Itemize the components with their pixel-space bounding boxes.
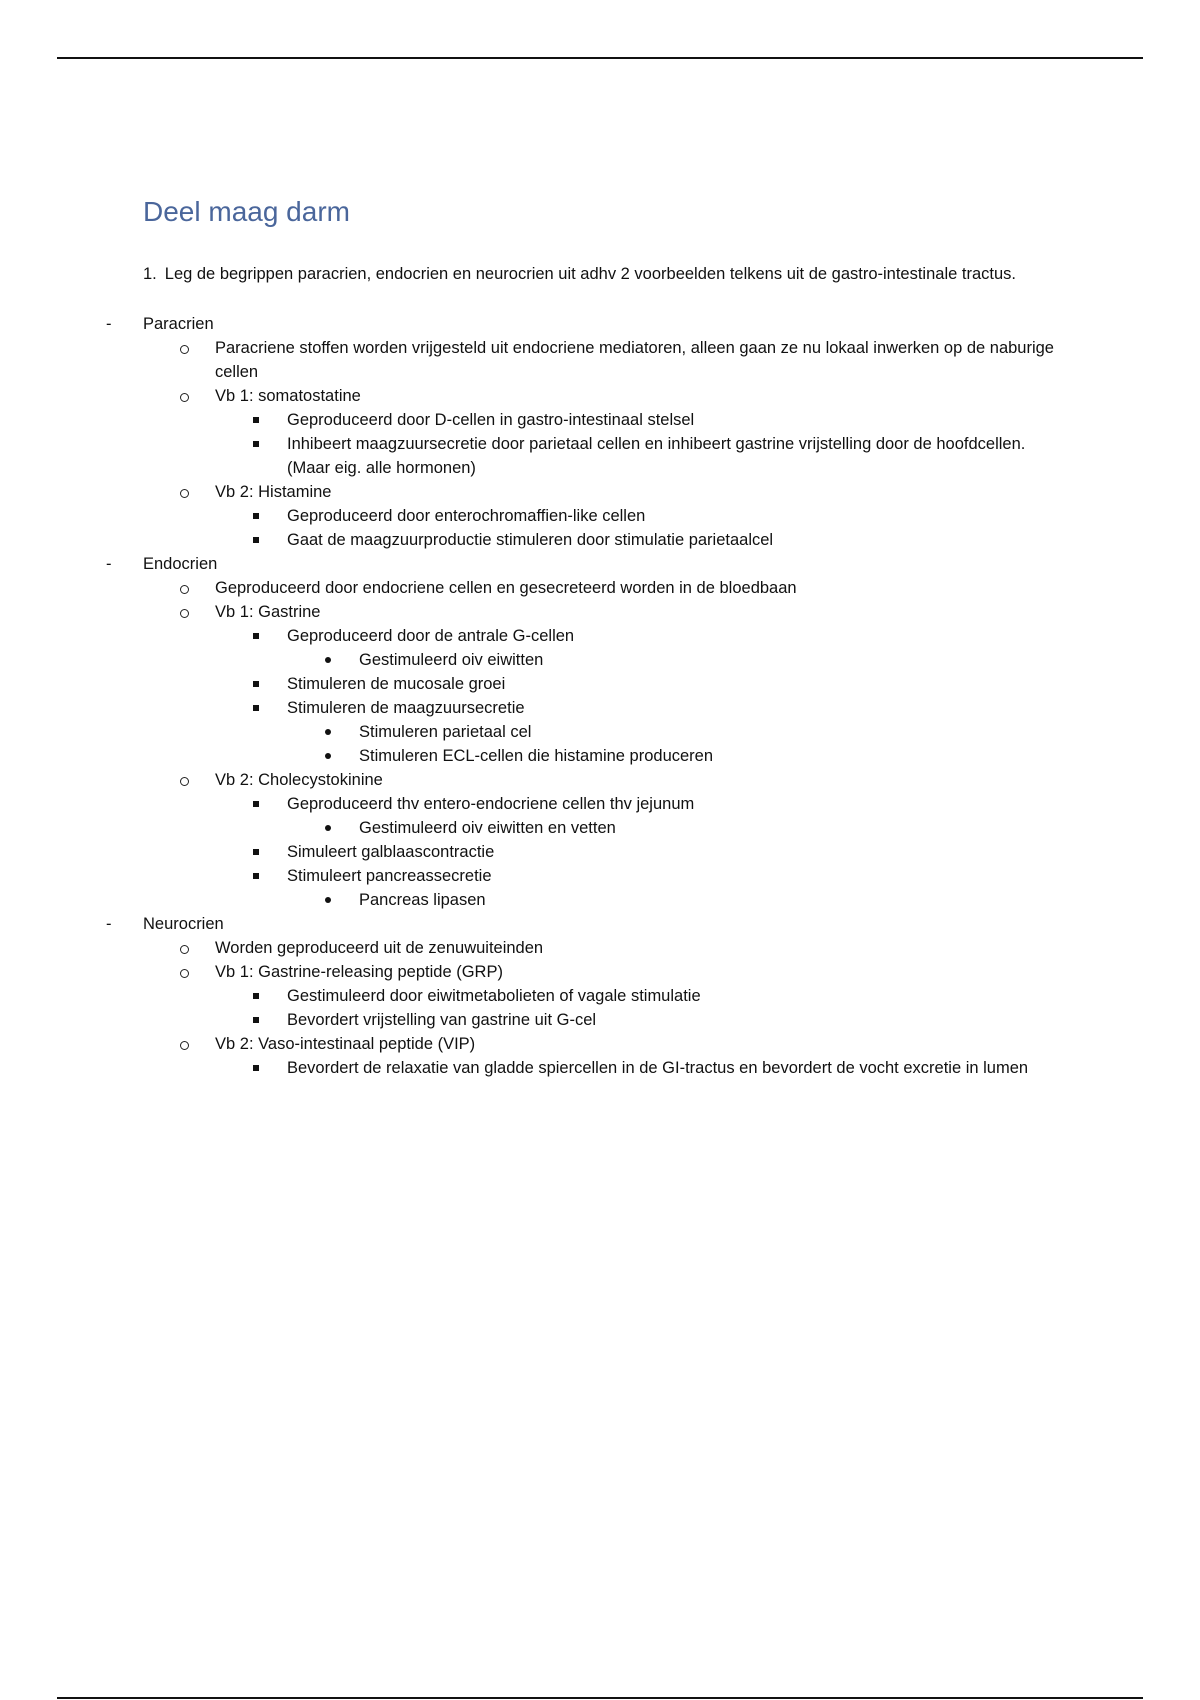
square-bullet-icon xyxy=(253,1017,259,1023)
sublist xyxy=(215,792,1063,912)
question-number: 1. xyxy=(143,265,157,283)
list-item-neurocrien xyxy=(71,912,1063,1080)
list-item-label: Neurocrien xyxy=(143,915,224,933)
list-item-text: Geproduceerd door enterochromaffien-like cellen xyxy=(287,507,646,525)
list-item-text: Bevordert vrijstelling van gastrine uit G-cel xyxy=(287,1011,597,1029)
question-text: Leg de begrippen paracrien, endocrien en neurocrien uit adhv 2 voorbeelden telkens uit de gastro-intestinale tractus. xyxy=(164,265,1016,283)
list-item-text: Gestimuleerd oiv eiwitten en vetten xyxy=(359,819,616,837)
list-item xyxy=(215,840,1063,864)
sublist xyxy=(287,816,1063,840)
sublist xyxy=(215,504,1063,552)
list-item xyxy=(143,576,1063,600)
square-bullet-icon xyxy=(253,849,259,855)
list-item xyxy=(287,648,1063,672)
circle-bullet-icon xyxy=(180,777,189,786)
sublist xyxy=(215,1056,1063,1080)
document-body xyxy=(106,190,1063,1080)
dot-bullet-icon xyxy=(325,657,331,663)
square-bullet-icon xyxy=(253,417,259,423)
dot-bullet-icon xyxy=(325,825,331,831)
circle-bullet-icon xyxy=(180,969,189,978)
circle-bullet-icon xyxy=(180,1041,189,1050)
dash-bullet-icon: - xyxy=(106,555,112,573)
list-item-text: Vb 1: somatostatine xyxy=(215,387,361,405)
list-item-text: Vb 2: Vaso-intestinaal peptide (VIP) xyxy=(215,1035,476,1053)
square-bullet-icon xyxy=(253,873,259,879)
list-item-text: Stimuleren ECL-cellen die histamine produceren xyxy=(359,747,714,765)
list-item xyxy=(215,504,1063,528)
list-item-text: Vb 2: Cholecystokinine xyxy=(215,771,383,789)
section-heading: Deel maag darm xyxy=(143,196,350,227)
list-item-endocrien xyxy=(71,552,1063,912)
list-item xyxy=(287,888,1063,912)
list-item xyxy=(215,864,1063,912)
sublist xyxy=(215,624,1063,768)
dot-bullet-icon xyxy=(325,897,331,903)
list-item-text: Pancreas lipasen xyxy=(359,891,486,909)
square-bullet-icon xyxy=(253,705,259,711)
header-rule xyxy=(57,57,1143,59)
list-item xyxy=(215,408,1063,432)
list-item-text: Geproduceerd door D-cellen in gastro-intestinaal stelsel xyxy=(287,411,695,429)
sublist xyxy=(287,888,1063,912)
sublist xyxy=(143,576,1063,912)
sublist xyxy=(287,720,1063,768)
square-bullet-icon xyxy=(253,513,259,519)
list-item xyxy=(215,672,1063,696)
dash-bullet-icon: - xyxy=(106,315,112,333)
list-item xyxy=(143,480,1063,552)
list-item-text: Stimuleren de maagzuursecretie xyxy=(287,699,525,717)
circle-bullet-icon xyxy=(180,393,189,402)
list-item-label: Endocrien xyxy=(143,555,218,573)
answer-list xyxy=(71,312,1063,1080)
list-item xyxy=(143,936,1063,960)
circle-bullet-icon xyxy=(180,345,189,354)
circle-bullet-icon xyxy=(180,945,189,954)
dot-bullet-icon xyxy=(325,753,331,759)
list-item xyxy=(143,384,1063,480)
square-bullet-icon xyxy=(253,633,259,639)
sublist xyxy=(215,984,1063,1032)
list-item xyxy=(287,720,1063,744)
list-item-text: Worden geproduceerd uit de zenuwuiteinden xyxy=(215,939,544,957)
list-item-text: Stimuleren parietaal cel xyxy=(359,723,532,741)
question xyxy=(143,262,1063,286)
list-item xyxy=(215,696,1063,768)
footer-rule xyxy=(57,1697,1143,1699)
list-item xyxy=(215,528,1063,552)
list-item xyxy=(143,960,1063,1032)
list-item-text: Geproduceerd door de antrale G-cellen xyxy=(287,627,575,645)
list-item xyxy=(215,432,1063,480)
list-item-label: Paracrien xyxy=(143,315,214,333)
sublist xyxy=(287,648,1063,672)
list-item-text: Gestimuleerd oiv eiwitten xyxy=(359,651,544,669)
list-item xyxy=(287,816,1063,840)
list-item xyxy=(143,336,1063,384)
sublist xyxy=(215,408,1063,480)
list-item xyxy=(215,984,1063,1008)
list-item xyxy=(215,1056,1063,1080)
square-bullet-icon xyxy=(253,993,259,999)
dash-bullet-icon: - xyxy=(106,915,112,933)
list-item xyxy=(143,768,1063,912)
list-item-text: Stimuleert pancreassecretie xyxy=(287,867,492,885)
list-item xyxy=(215,624,1063,672)
list-item xyxy=(143,600,1063,768)
square-bullet-icon xyxy=(253,681,259,687)
list-item-text: Vb 1: Gastrine-releasing peptide (GRP) xyxy=(215,963,503,981)
list-item-text: Inhibeert maagzuursecretie door parietaal cellen en inhibeert gastrine vrijstelling door de hoofdcellen. (Maar eig. alle hormonen) xyxy=(287,435,1026,477)
list-item xyxy=(215,792,1063,840)
list-item-text: Geproduceerd thv entero-endocriene cellen thv jejunum xyxy=(287,795,695,813)
list-item-text: Simuleert galblaascontractie xyxy=(287,843,495,861)
list-item xyxy=(143,1032,1063,1080)
list-item-paracrien xyxy=(71,312,1063,552)
list-item xyxy=(215,1008,1063,1032)
list-item xyxy=(287,744,1063,768)
list-item-text: Stimuleren de mucosale groei xyxy=(287,675,506,693)
circle-bullet-icon xyxy=(180,585,189,594)
list-item-text: Bevordert de relaxatie van gladde spiercellen in de GI-tractus en bevordert de vocht excretie in lumen xyxy=(287,1059,1029,1077)
sublist xyxy=(143,336,1063,552)
circle-bullet-icon xyxy=(180,489,189,498)
square-bullet-icon xyxy=(253,1065,259,1071)
list-item-text: Vb 2: Histamine xyxy=(215,483,332,501)
sublist xyxy=(143,936,1063,1080)
list-item-text: Vb 1: Gastrine xyxy=(215,603,321,621)
circle-bullet-icon xyxy=(180,609,189,618)
list-item-text: Gestimuleerd door eiwitmetabolieten of vagale stimulatie xyxy=(287,987,701,1005)
list-item-text: Paracriene stoffen worden vrijgesteld uit endocriene mediatoren, alleen gaan ze nu lokaal inwerken op de naburige cellen xyxy=(215,339,1054,381)
dot-bullet-icon xyxy=(325,729,331,735)
list-item-text: Geproduceerd door endocriene cellen en gesecreteerd worden in de bloedbaan xyxy=(215,579,797,597)
square-bullet-icon xyxy=(253,441,259,447)
square-bullet-icon xyxy=(253,537,259,543)
list-item-text: Gaat de maagzuurproductie stimuleren door stimulatie parietaalcel xyxy=(287,531,774,549)
square-bullet-icon xyxy=(253,801,259,807)
